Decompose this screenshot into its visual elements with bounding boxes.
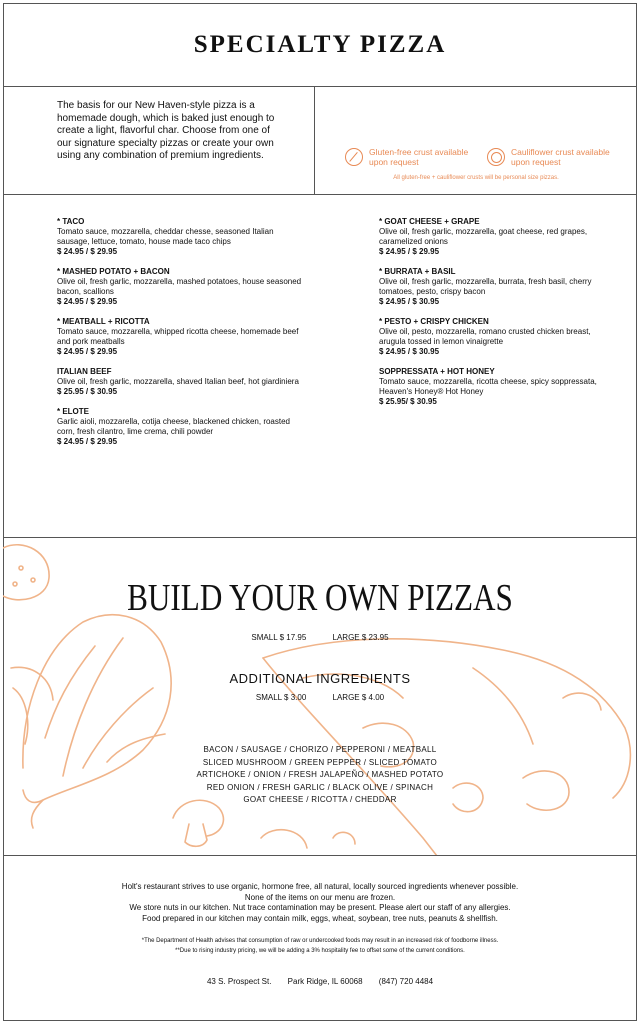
page-title: SPECIALTY PIZZA	[193, 30, 447, 58]
item-name: * TACO	[57, 217, 85, 226]
ingredient-line: GOAT CHEESE / RICOTTA / CHEDDAR	[243, 795, 397, 804]
crust-note: All gluten-free + cauliflower crusts will be personal size pizzas.	[393, 175, 559, 181]
cauliflower-icon	[487, 148, 505, 166]
menu-item	[379, 267, 609, 307]
menu-item	[57, 267, 307, 307]
message-line: None of the items on our menu are frozen.	[244, 892, 396, 902]
item-description: Olive oil, pesto, mozzarella, romano crusted chicken breast, arugula tossed in lemon vinaigrette	[379, 327, 591, 346]
item-price: $ 24.95 / $ 29.95	[57, 297, 118, 306]
ingredient-line: SLICED MUSHROOM / GREEN PEPPER / SLICED TOMATO	[202, 757, 438, 767]
intro-panel	[3, 87, 315, 194]
item-name: ITALIAN BEEF	[57, 367, 112, 376]
message-line: Food prepared in our kitchen may contain milk, eggs, wheat, soybean, tree nuts, peanuts & shellfish.	[142, 913, 498, 923]
notices	[3, 936, 637, 956]
item-description: Olive oil, fresh garlic, mozzarella, goat cheese, red grapes, caramelized onions	[379, 227, 588, 246]
header	[3, 3, 637, 87]
menu-item	[57, 217, 307, 257]
specialty-column-right	[379, 217, 609, 417]
sourcing-message	[3, 882, 637, 924]
additional-title: ADDITIONAL INGREDIENTS	[229, 671, 411, 686]
additional-small-price: SMALL $ 3.00	[255, 693, 307, 702]
message-line: Holt's restaurant strives to use organic, hormone free, all natural, locally sourced ingredients whenever possible.	[121, 882, 519, 891]
street-address: 43 S. Prospect St.	[206, 977, 272, 986]
menu-item	[57, 367, 307, 397]
build-your-own-section	[3, 538, 637, 856]
additional-large-price: LARGE $ 4.00	[332, 693, 385, 702]
item-description: Olive oil, fresh garlic, mozzarella, mashed potatoes, house seasoned bacon, scallions	[57, 277, 302, 296]
cauliflower-label: Cauliflower crust available upon request	[511, 147, 610, 167]
gluten-free-label: Gluten-free crust available upon request	[369, 147, 469, 167]
menu-item	[379, 367, 609, 407]
item-description: Tomato sauce, mozzarella, ricotta cheese, spicy soppressata, Heaven's Honey® Hot Honey	[379, 377, 597, 396]
item-name: * MEATBALL + RICOTTA	[57, 317, 150, 326]
health-notice: *The Department of Health advises that consumption of raw or undercooked foods may result in an increased risk of foodborne illness.	[141, 938, 499, 944]
cauliflower-option	[487, 147, 611, 167]
item-description: Tomato sauce, mozzarella, cheddar chesse, seasoned Italian sausage, lettuce, tomato, house made taco chips	[57, 227, 274, 246]
gluten-free-option	[345, 147, 469, 167]
gluten-free-icon	[345, 148, 363, 166]
specialty-column-left	[57, 217, 307, 457]
ingredient-line: ARTICHOKE / ONION / FRESH JALAPEÑO / MASHED POTATO	[196, 770, 444, 779]
menu-item	[379, 217, 609, 257]
item-description: Olive oil, fresh garlic, mozzarella, shaved Italian beef, hot giardiniera	[57, 377, 299, 386]
intro-row	[3, 87, 637, 195]
item-name: * ELOTE	[57, 407, 90, 416]
item-price: $ 24.95 / $ 30.95	[379, 347, 440, 356]
item-name: * BURRATA + BASIL	[379, 267, 456, 276]
footer	[3, 856, 637, 1021]
crust-panel	[315, 87, 637, 194]
additional-prices	[3, 693, 637, 702]
ingredient-line: BACON / SAUSAGE / CHORIZO / PEPPERONI / MEATBALL	[203, 745, 437, 754]
intro-text: The basis for our New Haven-style pizza is a homemade dough, which is baked just enough to create a light, flavorful char. Choose from one of our signature specialty pizzas or create your own using any combination of premium ingredients.	[57, 100, 275, 161]
build-title: BUILD YOUR OWN PIZZAS	[127, 577, 513, 619]
phone-number[interactable]: (847) 720 4484	[378, 977, 434, 986]
base-prices	[3, 633, 637, 642]
base-small-price: SMALL $ 17.95	[251, 633, 307, 642]
contact-info	[3, 977, 637, 986]
item-price: $ 24.95 / $ 29.95	[57, 247, 118, 256]
menu-item	[379, 317, 609, 357]
item-price: $ 24.95 / $ 29.95	[57, 437, 118, 446]
item-name: * GOAT CHEESE + GRAPE	[379, 217, 480, 226]
menu-item	[57, 317, 307, 357]
ingredient-list	[3, 744, 637, 807]
base-large-price: LARGE $ 23.95	[332, 633, 389, 642]
item-description: Garlic aioli, mozzarella, cotija cheese, blackened chicken, roasted corn, fresh cilantro, lime crema, chili powder	[57, 417, 291, 436]
item-description: Olive oil, fresh garlic, mozzarella, burrata, fresh basil, cherry tomatoes, pesto, crispy bacon	[379, 277, 592, 296]
item-price: $ 25.95 / $ 30.95	[57, 387, 118, 396]
item-price: $ 24.95 / $ 29.95	[57, 347, 118, 356]
message-line: We store nuts in our kitchen. Nut trace contamination may be present. Please alert our staff of any allergies.	[129, 903, 511, 912]
item-price: $ 24.95 / $ 30.95	[379, 297, 440, 306]
pricing-notice: **Due to rising industry pricing, we will be adding a 3% hospitality fee to offset some of the current conditions.	[175, 948, 465, 954]
item-description: Tomato sauce, mozzarella, whipped ricotta cheese, homemade beef and pork meatballs	[57, 327, 299, 346]
specialty-list	[3, 195, 637, 538]
item-name: * MASHED POTATO + BACON	[57, 267, 170, 276]
ingredient-line: RED ONION / FRESH GARLIC / BLACK OLIVE / SPINACH	[206, 782, 434, 792]
city-address: Park Ridge, IL 60068	[287, 977, 363, 986]
item-price: $ 25.95/ $ 30.95	[379, 397, 437, 406]
item-name: * PESTO + CRISPY CHICKEN	[379, 317, 489, 326]
item-name: SOPPRESSATA + HOT HONEY	[379, 367, 495, 376]
menu-item	[57, 407, 307, 447]
item-price: $ 24.95 / $ 29.95	[379, 247, 440, 256]
